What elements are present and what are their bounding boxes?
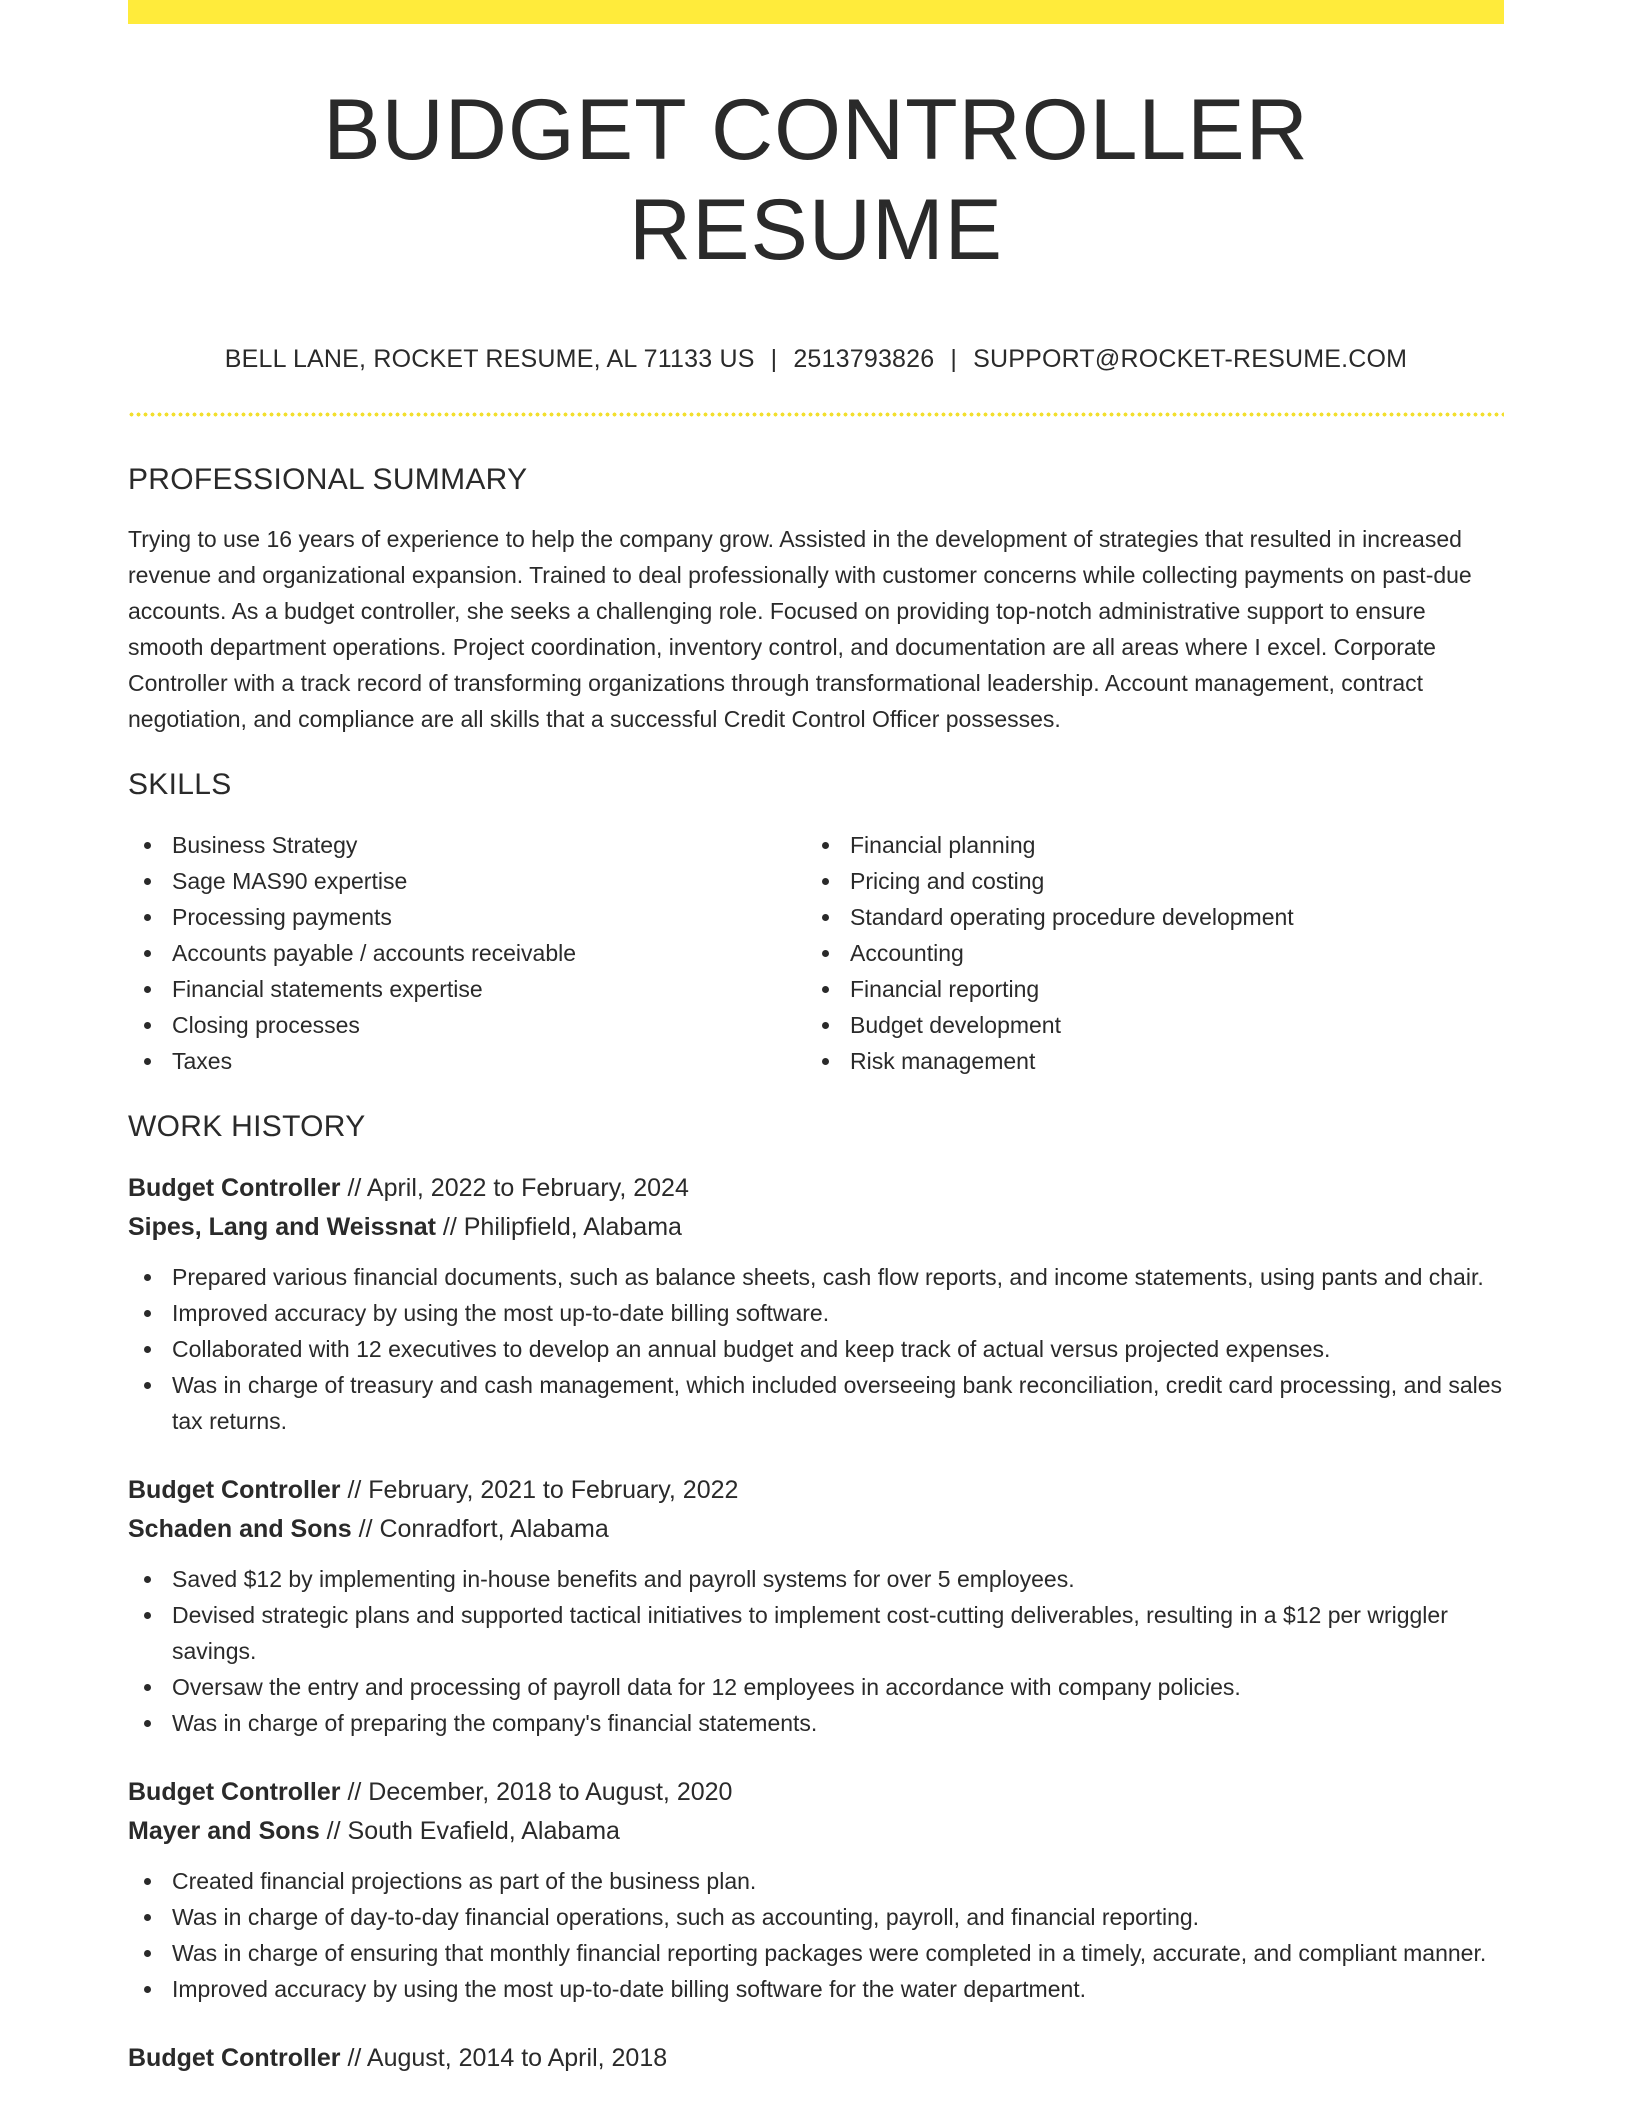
job-entry [128,1471,1504,1741]
job-bullet: Was in charge of preparing the company's financial statements. [128,1705,1504,1741]
resume-page [128,0,1504,2112]
job-company-line [128,1510,1504,1549]
job-location: // South Evafield, Alabama [319,1817,620,1845]
contact-phone: 2513793826 [793,345,935,373]
job-bullet: Collaborated with 12 executives to develop an annual budget and keep track of actual versus projected expenses. [128,1331,1504,1367]
job-bullets [128,1561,1504,1741]
contact-separator: | [950,345,958,373]
job-entry [128,2039,1504,2078]
job-dates: // August, 2014 to April, 2018 [340,2044,668,2072]
job-company: Sipes, Lang and Weissnat [128,1213,436,1241]
job-company: Schaden and Sons [128,1515,352,1543]
skill-item: Financial reporting [806,971,1484,1007]
job-company: Mayer and Sons [128,1817,320,1845]
skill-item: Closing processes [128,1007,806,1043]
contact-line [128,344,1504,374]
dotted-divider [128,412,1504,417]
job-company-line [128,1812,1504,1851]
skills-list-left [128,827,806,1079]
job-bullets [128,1863,1504,2007]
job-bullets [128,1259,1504,1439]
job-bullet: Saved $12 by implementing in-house benefits and payroll systems for over 5 employees. [128,1561,1504,1597]
job-bullet: Created financial projections as part of the business plan. [128,1863,1504,1899]
job-location: // Conradfort, Alabama [351,1515,609,1543]
job-bullet: Improved accuracy by using the most up-to-date billing software for the water department. [128,1971,1504,2007]
job-bullet: Was in charge of ensuring that monthly financial reporting packages were completed in a timely, accurate, and compliant manner. [128,1935,1504,1971]
job-title: Budget Controller [128,2044,341,2072]
summary-heading: PROFESSIONAL SUMMARY [128,463,528,496]
job-entry [128,1169,1504,1439]
skills-columns [128,827,1504,1079]
skill-item: Financial planning [806,827,1484,863]
job-title: Budget Controller [128,1778,341,1806]
skill-item: Sage MAS90 expertise [128,863,806,899]
skill-item: Pricing and costing [806,863,1484,899]
job-dates: // April, 2022 to February, 2024 [340,1174,689,1202]
job-title-line [128,2039,1504,2078]
job-bullet: Prepared various financial documents, such as balance sheets, cash flow reports, and income statements, using pants and chair. [128,1259,1504,1295]
contact-separator: | [770,345,778,373]
job-title-line [128,1773,1504,1812]
top-accent-bar [128,0,1504,24]
job-title-line [128,1471,1504,1510]
skill-item: Budget development [806,1007,1484,1043]
job-title: Budget Controller [128,1174,341,1202]
skill-item: Processing payments [128,899,806,935]
resume-title: BUDGET CONTROLLER RESUME [323,82,1309,278]
job-location: // Philipfield, Alabama [435,1213,682,1241]
job-dates: // February, 2021 to February, 2022 [340,1476,739,1504]
job-bullet: Was in charge of day-to-day financial operations, such as accounting, payroll, and financial reporting. [128,1899,1504,1935]
summary-text: Trying to use 16 years of experience to help the company grow. Assisted in the development of strategies that resulted in increased revenue and organizational expansion. Trained to deal professionally with customer concerns while collecting payments on past-due accounts. As a budget controller, she seeks a challenging role. Focused on providing top-notch administrative support to ensure smooth department operations. Project coordination, inventory control, and documentation are all areas where I excel. Corporate Controller with a track record of transforming organizations through transformational leadership. Account management, contract negotiation, and compliance are all skills that a successful Credit Control Officer possesses. [128,526,1472,732]
skill-item: Accounts payable / accounts receivable [128,935,806,971]
contact-email: SUPPORT@ROCKET-RESUME.COM [973,345,1408,373]
job-bullet: Was in charge of treasury and cash management, which included overseeing bank reconciliation, credit card processing, and sales tax returns. [128,1367,1504,1439]
job-entry [128,1773,1504,2007]
skill-item: Taxes [128,1043,806,1079]
skills-list-right [806,827,1484,1079]
skills-heading: SKILLS [128,768,232,801]
contact-address: BELL LANE, ROCKET RESUME, AL 71133 US [224,345,755,373]
skill-item: Standard operating procedure development [806,899,1484,935]
job-title-line [128,1169,1504,1208]
job-bullet: Improved accuracy by using the most up-to-date billing software. [128,1295,1504,1331]
skill-item: Risk management [806,1043,1484,1079]
job-bullet: Devised strategic plans and supported tactical initiatives to implement cost-cutting deliverables, resulting in a $12 per wriggler savings. [128,1597,1504,1669]
job-bullet: Oversaw the entry and processing of payroll data for 12 employees in accordance with company policies. [128,1669,1504,1705]
job-title: Budget Controller [128,1476,341,1504]
work-history-heading: WORK HISTORY [128,1110,366,1143]
skill-item: Accounting [806,935,1484,971]
job-company-line [128,1208,1504,1247]
skill-item: Business Strategy [128,827,806,863]
job-dates: // December, 2018 to August, 2020 [340,1778,733,1806]
skill-item: Financial statements expertise [128,971,806,1007]
